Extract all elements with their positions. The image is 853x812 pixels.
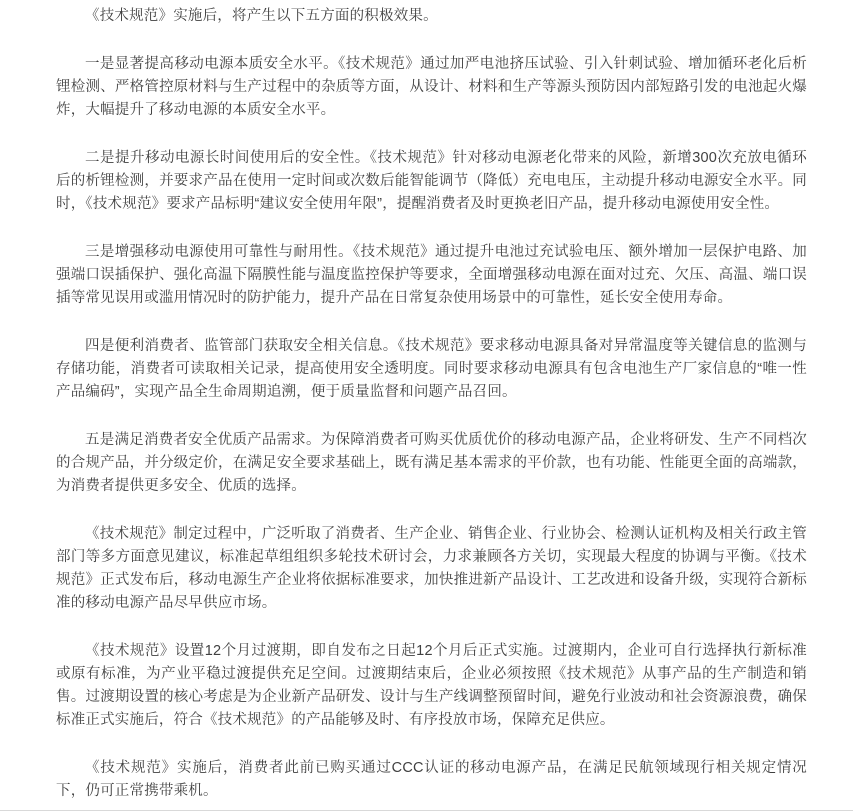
article-paragraph-intro: 《技术规范》实施后，将产生以下五方面的积极效果。 [85, 8, 438, 24]
article-paragraph-point-3: 三是增强移动电源使用可靠性与耐用性。《技术规范》通过提升电池过充试验电压、额外增加一层保护电路、加强端口误插保护、强化高温下隔膜性能与温度监控保护等要求，全面增强移动电源在面对过充、欠压、高温、端口误插等常见误用或滥用情况时的防护能力，提升产品在日常复杂使用场景中的可靠性，延长安全使用寿命。 [56, 244, 807, 306]
article-paragraph-ccc-air-travel: 《技术规范》实施后，消费者此前已购买通过CCC认证的移动电源产品，在满足民航领域现行相关规定情况下，仍可正常携带乘机。 [56, 760, 807, 799]
article-paragraph-transition-period: 《技术规范》设置12个月过渡期，即自发布之日起12个月后正式实施。过渡期内，企业可自行选择执行新标准或原有标准，为产业平稳过渡提供充足空间。过渡期结束后，企业必须按照《技术规范》从事产品的生产制造和销售。过渡期设置的核心考虑是为企业新产品研发、设计与生产线调整预留时间，避免行业波动和社会资源浪费，确保标准正式实施后，符合《技术规范》的产品能够及时、有序投放市场，保障充足供应。 [56, 643, 807, 728]
bottom-divider [0, 810, 853, 811]
article-paragraph-point-1: 一是显著提高移动电源本质安全水平。《技术规范》通过加严电池挤压试验、引入针刺试验、增加循环老化后析锂检测、严格管控原材料与生产过程中的杂质等方面，从设计、材料和生产等源头预防因内部短路引发的电池起火爆炸，大幅提升了移动电源的本质安全水平。 [56, 56, 807, 118]
article-paragraph-point-4: 四是便利消费者、监管部门获取安全相关信息。《技术规范》要求移动电源具备对异常温度等关键信息的监测与存储功能，消费者可读取相关记录，提高使用安全透明度。同时要求移动电源具有包含电池生产厂家信息的“唯一性产品编码”，实现产品全生命周期追溯，便于质量监督和问题产品召回。 [56, 338, 807, 400]
article-paragraph-point-5: 五是满足消费者安全优质产品需求。为保障消费者可购买优质优价的移动电源产品，企业将研发、生产不同档次的合规产品，并分级定价，在满足安全要求基础上，既有满足基本需求的平价款，也有功能、性能更全面的高端款，为消费者提供更多安全、优质的选择。 [56, 432, 807, 494]
article-paragraph-drafting-process: 《技术规范》制定过程中，广泛听取了消费者、生产企业、销售企业、行业协会、检测认证机构及相关行政主管部门等多方面意见建议，标准起草组组织多轮技术研讨会，力求兼顾各方关切，实现最大程度的协调与平衡。《技术规范》正式发布后，移动电源生产企业将依据标准要求，加快推进新产品设计、工艺改进和设备升级，实现符合新标准的移动电源产品尽早供应市场。 [56, 526, 807, 611]
article-paragraph-point-2: 二是提升移动电源长时间使用后的安全性。《技术规范》针对移动电源老化带来的风险，新增300次充放电循环后的析锂检测，并要求产品在使用一定时间或次数后能智能调节（降低）充电电压，主动提升移动电源安全水平。同时，《技术规范》要求产品标明“建议安全使用年限”，提醒消费者及时更换老旧产品，提升移动电源使用安全性。 [56, 150, 807, 212]
